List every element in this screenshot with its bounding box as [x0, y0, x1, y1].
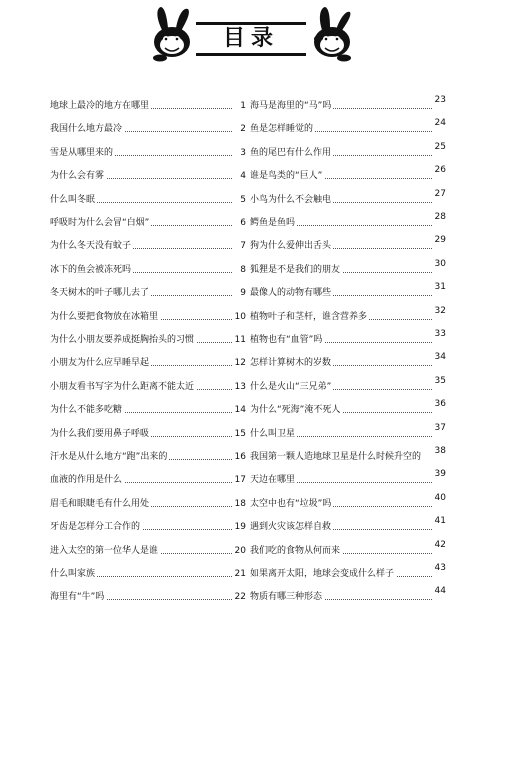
toc-entry-page: 15 [234, 428, 246, 439]
toc-entry-page: 21 [234, 569, 246, 579]
toc-entry[interactable] [50, 592, 246, 603]
toc-entry-title: 植物叶子和茎杆，谁含营养多 [250, 311, 368, 322]
toc-entry-title: 海里有“牛”吗 [50, 592, 105, 603]
toc-entry-title: 为什么冬天没有蚊子 [50, 241, 132, 252]
toc-entry-title: 怎样计算树木的岁数 [250, 358, 332, 369]
toc-entry[interactable] [50, 265, 246, 276]
toc-entry-page: 28 [434, 212, 446, 222]
toc-entry-page: 8 [240, 264, 246, 275]
toc-entry-page: 29 [434, 235, 446, 246]
toc-entry[interactable] [250, 329, 446, 346]
toc-entry[interactable] [50, 241, 246, 252]
toc-entry[interactable] [50, 312, 246, 323]
toc-entry-page: 20 [234, 545, 246, 556]
toc-entry-page: 31 [434, 282, 446, 293]
toc-entry-page: 12 [234, 358, 246, 369]
toc-entry-page: 1 [240, 101, 246, 111]
toc-entry[interactable] [250, 399, 446, 416]
toc-entry[interactable] [250, 469, 446, 486]
toc-entry-title: 雪是从哪里来的 [50, 147, 114, 158]
toc-entry-page: 17 [234, 475, 246, 486]
toc-entry[interactable] [50, 171, 246, 182]
toc-entry-page: 25 [434, 141, 446, 152]
toc-entry-page: 35 [434, 375, 446, 386]
toc-entry-title: 眉毛和眼睫毛有什么用处 [50, 498, 150, 509]
toc-entry-page: 39 [434, 469, 446, 480]
toc-entry[interactable] [250, 586, 446, 603]
toc-entry-page: 2 [240, 124, 246, 135]
toc-entry[interactable] [50, 124, 246, 135]
toc-entry-page: 38 [434, 446, 446, 456]
toc-entry-title: 为什么小朋友要养成挺胸抬头的习惯 [50, 335, 195, 345]
toc-entry-page: 30 [434, 258, 446, 269]
toc-entry[interactable] [50, 569, 246, 580]
toc-entry-title: 小朋友为什么应早睡早起 [50, 358, 150, 369]
toc-entry-page: 11 [234, 335, 246, 345]
toc-entry-title: 什么叫家族 [50, 569, 96, 579]
toc-entry-title: 狐狸是不是我们的朋友 [250, 264, 341, 275]
toc-entry[interactable] [250, 212, 446, 229]
toc-entry-page: 7 [240, 241, 246, 252]
toc-entry[interactable] [50, 195, 246, 206]
toc-entry-page: 37 [434, 422, 446, 433]
toc-entry-page: 27 [434, 188, 446, 199]
toc-entry-title: 呼吸时为什么会冒“白烟” [50, 218, 150, 228]
toc-entry-title: 牙齿是怎样分工合作的 [50, 522, 141, 533]
toc-entry[interactable] [250, 539, 446, 557]
toc-entry[interactable] [250, 563, 446, 580]
toc-entry-title: 小朋友看书写字为什么距离不能太近 [50, 381, 195, 392]
toc-entry[interactable] [250, 305, 446, 323]
toc-entry-page: 9 [240, 288, 246, 299]
toc-entry-title: 我国第一颗人造地球卫星是什么时候升空的 [250, 452, 422, 462]
toc-entry-page: 43 [434, 563, 446, 573]
toc-entry-page: 32 [434, 305, 446, 316]
toc-entry-title: 为什么要把食物放在冰箱里 [50, 311, 159, 322]
toc-entry-title: 进入太空的第一位华人是谁 [50, 545, 159, 556]
toc-entry-title: 海马是海里的“马”吗 [250, 101, 332, 111]
toc-entry[interactable] [250, 188, 446, 206]
toc-entry[interactable] [50, 335, 246, 346]
toc-entry-title: 为什么“死海”淹不死人 [250, 405, 341, 416]
toc-entry-title: 小鸟为什么不会触电 [250, 194, 332, 205]
toc-entry[interactable] [50, 546, 246, 557]
toc-entry-page: 36 [434, 399, 446, 410]
toc-entry-title: 什么叫卫星 [250, 428, 296, 439]
toc-entry-page: 24 [434, 118, 446, 129]
toc-entry[interactable] [250, 375, 446, 393]
toc-entry[interactable] [250, 446, 446, 462]
toc-entry[interactable] [50, 452, 246, 463]
toc-entry[interactable] [50, 499, 246, 510]
toc-entry-title: 我们吃的食物从何而来 [250, 545, 341, 556]
toc-entry[interactable] [250, 352, 446, 369]
toc-entry[interactable] [50, 429, 246, 440]
rabbit-mascot-icon [148, 6, 198, 62]
title-dot-left [182, 36, 188, 42]
toc-entry-title: 鱼的尾巴有什么作用 [250, 147, 332, 158]
page-title-text: 目录 [222, 26, 279, 51]
toc-entry-page: 18 [234, 498, 246, 509]
toc-entry-title: 谁是鸟类的“巨人” [250, 171, 323, 182]
toc-entry[interactable] [50, 522, 246, 533]
toc-entry-title: 为什么会有雾 [50, 171, 105, 182]
toc-entry-page: 3 [240, 147, 246, 158]
toc-entry[interactable] [50, 288, 246, 299]
toc-entry-title: 物质有哪三种形态 [250, 592, 323, 603]
toc-entry[interactable] [250, 492, 446, 510]
toc-entry-page: 13 [234, 381, 246, 392]
toc-entry[interactable] [250, 235, 446, 252]
toc-entry-title: 植物也有“血管”吗 [250, 335, 323, 345]
toc-entry[interactable] [50, 475, 246, 486]
toc-entry[interactable] [50, 148, 246, 159]
toc-entry-title: 鱼是怎样睡觉的 [250, 124, 314, 135]
toc-entry-page: 23 [434, 95, 446, 105]
toc-entry-title: 血液的作用是什么 [50, 475, 123, 486]
toc-entry-title: 冰下的鱼会被冻死吗 [50, 264, 132, 275]
toc-entry-page: 10 [234, 311, 246, 322]
toc-entry-title: 最像人的动物有哪些 [250, 288, 332, 299]
toc-entry[interactable] [250, 95, 446, 112]
toc-entry-page: 34 [434, 352, 446, 363]
toc-entry-page: 6 [240, 218, 246, 228]
toc-entry-title: 鳄鱼是鱼吗 [250, 218, 296, 228]
toc-entry-page: 40 [434, 492, 446, 503]
toc-entry[interactable] [250, 118, 446, 135]
page-title [196, 22, 306, 56]
toc-entry-page: 44 [434, 586, 446, 597]
toc-entry-title: 如果离开太阳，地球会变成什么样子 [250, 569, 395, 579]
toc-entry-page: 41 [434, 516, 446, 527]
toc-entry[interactable] [50, 101, 246, 112]
toc-entry-page: 5 [240, 194, 246, 205]
toc-entry-page: 42 [434, 539, 446, 550]
toc-entry[interactable] [250, 258, 446, 276]
toc-entry-title: 地球上最冷的地方在哪里 [50, 101, 150, 111]
toc-entry-title: 为什么我们要用鼻子呼吸 [50, 428, 150, 439]
toc-entry-page: 19 [234, 522, 246, 533]
toc-entry-title: 为什么不能多吃糖 [50, 405, 123, 416]
toc-entry[interactable] [250, 165, 446, 182]
toc-entry-title: 汗水是从什么地方“跑”出来的 [50, 452, 168, 462]
toc-entry[interactable] [250, 422, 446, 440]
toc-entry-page: 16 [234, 452, 246, 462]
toc-entry-title: 我国什么地方最冷 [50, 124, 123, 135]
toc-entry[interactable] [250, 282, 446, 299]
toc-entry[interactable] [250, 141, 446, 159]
toc-entry[interactable] [50, 358, 246, 369]
toc-entry[interactable] [50, 218, 246, 229]
toc-entry-title: 冬天树木的叶子哪儿去了 [50, 288, 150, 299]
toc-entry-page: 26 [434, 165, 446, 176]
toc-entry[interactable] [50, 382, 246, 393]
toc-entry-title: 天边在哪里 [250, 475, 296, 486]
toc-entry[interactable] [250, 516, 446, 533]
toc-entry-title: 太空中也有“垃圾”吗 [250, 498, 332, 509]
toc-entry-title: 狗为什么爱伸出舌头 [250, 241, 332, 252]
toc-entry-page: 4 [240, 171, 246, 182]
toc-header [0, 0, 505, 70]
toc-entry-page: 22 [234, 592, 246, 603]
toc-entry-title: 遇到火灾该怎样自救 [250, 522, 332, 533]
toc-entry-title: 什么是火山“三兄弟” [250, 381, 332, 392]
rabbit-mascot-icon [306, 6, 356, 62]
toc-entry-title: 什么叫冬眠 [50, 194, 96, 205]
toc-entry-page: 33 [434, 329, 446, 339]
toc-entry-page: 14 [234, 405, 246, 416]
toc-entry[interactable] [50, 405, 246, 416]
